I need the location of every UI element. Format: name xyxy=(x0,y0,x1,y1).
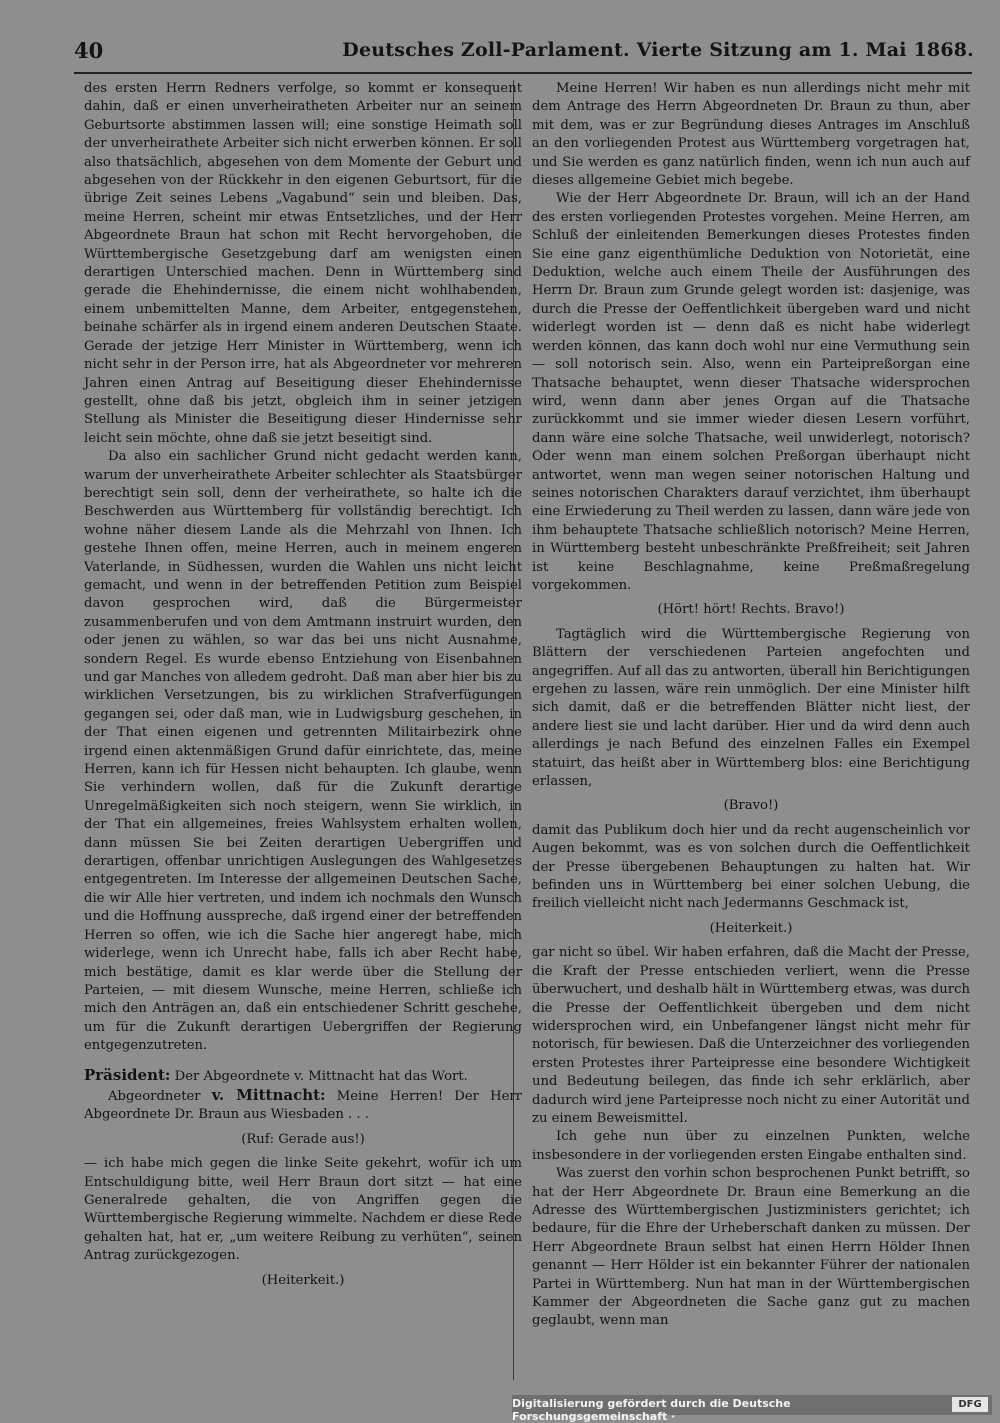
interjection: (Heiterkeit.) xyxy=(261,1272,345,1288)
interjection: (Hört! hört! Rechts. Bravo!) xyxy=(657,602,845,618)
speaker-text: Meine Herren! Der Herr Abgeordnete Dr. Braun aus Wiesbaden . . . xyxy=(84,1088,522,1123)
page-number: 40 xyxy=(74,38,104,63)
speaker-name: v. Mittnacht: xyxy=(211,1085,326,1104)
interjection: (Bravo!) xyxy=(723,798,779,814)
paragraph-gap xyxy=(84,1056,522,1066)
paragraph: damit das Publikum doch hier und da recht augenscheinlich vor Augen bekommt, was es von solchen durch die Oeffentlichkeit der Presse übergebenen Behauptungen zu halten hat. Wir befinden uns in Württemberg bei einer solchen Uebung, die freilich vielleicht nicht nach Jedermanns Geschmack ist, xyxy=(532,822,970,912)
paragraph: des ersten Herrn Redners verfolge, so kommt er konsequent dahin, daß er einen unverheiratheten Arbeiter nur an seinem Geburtsorte abstimmen lassen will; eine sonstige Heimath soll der unverheirathete Arbeiter sich nicht erwerben können. Er soll also thatsächlich, abgesehen von dem Momente der Geburt und abgesehen von der Rückkehr in den eigenen Geburtsort, für die übrige Zeit seines Lebens „Vagabund“ sein und bleiben. Das, meine Herren, scheint mir etwas Entsetzliches, und der Herr Abgeordnete Braun hat schon mit Recht hervorgehoben, die Württembergische Gesetzgebung darf am wenigsten einen derartigen Unterschied machen. Denn in Württemberg sind gerade die Ehehindernisse, die einem nicht wohlhabenden, einem unbemittelten Manne, dem Arbeiter, entgegenstehen, beinahe schärfer als in irgend einem anderen Deutschen Staate. Gerade der jetzige Herr Minister in Württemberg, wenn ich nicht sehr in der Person irre, hat als Abgeordneter vor mehreren Jahren einen Antrag auf Beseitigung dieser Ehehindernisse gestellt, ohne daß bis jetzt, obgleich ihm in seiner jetzigen Stellung als Minister die Beseitigung dieser Hindernisse sehr leicht sein möchte, ohne daß sie jetzt beseitigt sind. xyxy=(84,81,522,446)
dfg-logo: DFG xyxy=(952,1397,988,1412)
speaker-name: Präsident: xyxy=(84,1065,171,1084)
interjection: (Ruf: Gerade aus!) xyxy=(241,1131,365,1147)
speaker-text: Der Abgeordnete v. Mittnacht hat das Wort. xyxy=(170,1068,468,1084)
paragraph: gar nicht so übel. Wir haben erfahren, daß die Macht der Presse, die Kraft der Presse entschieden verliert, wenn die Presse überwuchert, und deshalb hält in Württemberg etwas, was durch die Presse der Oeffentlichkeit übergeben und dem nicht widersprochen wird, ein Unbefangener längst nicht mehr für notorisch, für bewiesen. Daß die Unterzeichner des vorliegenden ersten Protestes ihrer Parteipresse eine besondere Wichtigkeit und Bedeutung beilegen, das finde ich sehr erklärlich, aber dadurch wird jene Parteipresse noch nicht zu einer Autorität und zu einem Beweismittel. xyxy=(532,945,970,1126)
paragraph: Wie der Herr Abgeordnete Dr. Braun, will ich an der Hand des ersten vorliegenden Protestes vorgehen. Meine Herren, am Schluß der einleitenden Bemerkungen dieses Protestes finden Sie eine ganz eigenthümliche Deduktion von Notorietät, eine Deduktion, welche auch einem Theile der Ausführungen des Herrn Dr. Braun zum Grunde gelegt worden ist: dasjenige, was durch die Presse der Oeffentlichkeit übergeben ward und nicht widerlegt worden ist — denn daß es nicht habe widerlegt werden können, das kann doch wohl nur eine Vermuthung sein — soll notorisch sein. Also, wenn ein Parteipreßorgan eine Thatsache behauptet, wenn dieser Thatsache widersprochen wird, wenn dann aber jenes Organ auf die Thatsache zurückkommt und sie immer wieder diesen Lesern vorführt, dann wäre eine solche Thatsache, weil unwiderlegt, notorisch? Oder wenn man einem solchen Preßorgan überhaupt nicht antwortet, wenn man wegen seiner notorischen Haltung und seines notorischen Charakters darauf verzichtet, ihm überhaupt eine Erwiederung zu Theil werden zu lassen, dann wäre jede von ihm behauptete Thatsache schließlich notorisch? Meine Herren, in Württemberg besteht unbeschränkte Preßfreiheit; seit Jahren ist keine Beschlagnahme, keine Preßmaßregelung vorgekommen. xyxy=(532,191,970,593)
paragraph: Meine Herren! Wir haben es nun allerdings nicht mehr mit dem Antrage des Herrn Abgeordneten Dr. Braun zu thun, aber mit dem, was er zur Begründung dieses Antrages im Anschluß an den vorliegenden Protest aus Württemberg vorgetragen hat, und Sie werden es ganz natürlich finden, wenn ich nun auch auf dieses allgemeine Gebiet mich begebe. xyxy=(532,81,970,189)
running-title: Deutsches Zoll-Parlament. Vierte Sitzung am 1. Mai 1868. xyxy=(342,39,974,61)
footer-credit: Digitalisierung gefördert durch die Deutsche Forschungsgemeinschaft · xyxy=(512,1397,791,1423)
speaker-prefix: Abgeordneter xyxy=(108,1088,212,1104)
speaker-paragraph xyxy=(84,1086,522,1125)
left-column xyxy=(84,80,522,1296)
page-header xyxy=(74,38,974,68)
paragraph: Tagtäglich wird die Württembergische Regierung von Blättern der verschiedenen Parteien angefochten und angegriffen. Auf all das zu antworten, überall hin Berichtigungen ergehen zu lassen, wäre rein unmöglich. Der eine Minister hilft sich damit, daß er die betreffenden Blätter nicht liest, der andere liest sie und lacht darüber. Hier und da wird denn auch allerdings je nach Befund des einzelnen Falles ein Exempel statuirt, das heißt aber in Württemberg blos: eine Berichtigung erlassen, xyxy=(532,626,970,790)
paragraph: — ich habe mich gegen die linke Seite gekehrt, wofür ich um Entschuldigung bitte, weil Herr Braun dort sitzt — hat eine Generalrede gehalten, die von Angriffen gegen die Württembergische Regierung wimmelte. Nachdem er diese Rede gehalten hat, hat er, „um weitere Reibung zu verhüten“, seinen Antrag zurückgezogen. xyxy=(84,1156,522,1264)
paragraph: Ich gehe nun über zu einzelnen Punkten, welche insbesondere in der vorliegenden ersten Eingabe enthalten sind. xyxy=(532,1129,970,1163)
interjection: (Heiterkeit.) xyxy=(709,920,793,936)
speaker-paragraph xyxy=(84,1066,522,1086)
header-rule xyxy=(74,72,972,74)
paragraph: Da also ein sachlicher Grund nicht gedacht werden kann, warum der unverheirathete Arbeiter schlechter als Staatsbürger berechtigt sein soll, denn der verheirathete, so halte ich die Beschwerden aus Württemberg für vollständig berechtigt. Ich wohne näher diesem Lande als die Mehrzahl von Ihnen. Ich gestehe Ihnen offen, meine Herren, auch in meinem engeren Vaterlande, in Südhessen, wurden die Wahlen uns nicht leicht gemacht, und wenn in der betreffenden Petition zum Beispiel davon gesprochen wird, daß die Bürgermeister zusammenberufen und von dem Amtmann instruirt wurden, den oder jenen zu wählen, so war das bei uns nicht Ausnahme, sondern Regel. Es wurde ebenso Entziehung von Eisenbahnen und gar Manches von alledem gedroht. Daß man aber hier bis zu wirklichen Versetzungen, bis zu wirklichen Strafverfügungen gegangen sei, oder daß man, wie in Ludwigsburg geschehen, in der That einen eigenen und getrennten Militairbezirk ohne irgend einen aktenmäßigen Grund dafür einrichtete, das, meine Herren, kann ich für Hessen nicht behaupten. Ich glaube, wenn Sie verhindern wollen, daß für die Zukunft derartige Unregelmäßigkeiten sich noch steigern, wenn Sie wirklich, in der That ein allgemeines, freies Wahlsystem erhalten wollen, dann müssen Sie bei Zeiten derartigen Uebergriffen und derartigen, offenbar unrichtigen Auslegungen des Wahlgesetzes entgegentreten. Im Interesse der allgemeinen Deutschen Sache, die wir Alle hier vertreten, und indem ich nochmals den Wunsch und die Hoffnung ausspreche, daß irgend einer der betreffenden Herren so offen, wie ich die Sache hier angeregt habe, mich widerlege, wenn ich Unrecht habe, falls ich aber Recht habe, mich bestätige, damit es klar werde über die Stellung der Parteien, — mit diesem Wunsche, meine Herren, schließe ich mich den Anträgen an, daß ein entschiedener Schritt geschehe, um für die Zukunft derartigen Uebergriffen der Regierung entgegenzutreten. xyxy=(84,449,522,1054)
paragraph: Was zuerst den vorhin schon besprochenen Punkt betrifft, so hat der Herr Abgeordnete Dr. Braun eine Bemerkung an die Adresse des Württembergischen Justizministers gerichtet; ich bedaure, für die Ehre der Urheberschaft danken zu müssen. Der Herr Abgeordnete Braun selbst hat einen Herrn Hölder Ihnen genannt — Herr Hölder ist ein bekannter Führer der nationalen Partei in Württemberg. Nun hat man in der Württembergischen Kammer der Abgeordneten die Sache ganz gut zu machen geglaubt, wenn man xyxy=(532,1166,970,1329)
right-column xyxy=(532,80,970,1331)
footer-banner xyxy=(512,1395,992,1423)
